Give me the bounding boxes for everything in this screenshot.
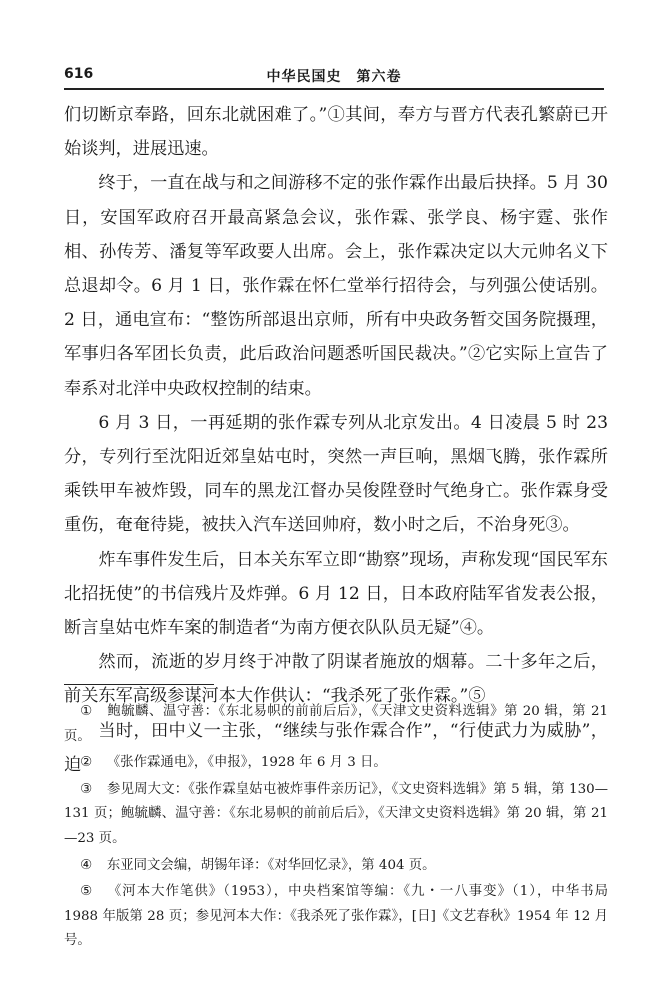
footnote-mark: ② — [80, 755, 93, 771]
footnote-text: 东亚同文会编，胡锡年译：《对华回忆录》，第 404 页。 — [106, 857, 436, 873]
footnote-mark: ⑤ — [80, 884, 93, 900]
footnote-2 — [64, 751, 608, 776]
running-title: 中华民国史 第六卷 — [266, 69, 402, 85]
footnote-text: 参见周大文：《张作霖皇姑屯被炸事件亲历记》，《文史资料选辑》第 5 辑，第 130—131 页；鲍毓麟、温守善：《东北易帜的前前后后》，《天津文史资料选辑》第 20 辑，第 21—23 页。 — [64, 781, 608, 846]
footnote-mark: ③ — [80, 781, 93, 797]
footnote-1 — [64, 700, 608, 749]
footnote-text: 《张作霖通电》，《申报》，1928 年 6 月 3 日。 — [106, 755, 387, 771]
footnote-text: 鲍毓麟、温守善：《东北易帜的前前后后》，《天津文史资料选辑》第 20 辑，第 21 页。 — [64, 704, 608, 744]
body-text — [64, 98, 608, 782]
page-number: 616 — [64, 66, 94, 82]
paragraph-4: 炸车事件发生后，日本关东军立即“勘察”现场，声称发现“国民军东北招抚使”的书信残片及炸弹。6 月 12 日，日本政府陆军省发表公报，断言皇姑屯炸车案的制造者“为南方便衣队队员无疑”④。 — [64, 549, 608, 639]
footnote-5 — [64, 880, 608, 954]
paragraph-6: 当时，田中义一主张，“继续与张作霖合作”，“行使武力为威胁”，迫 — [64, 720, 608, 775]
paragraph-1: 们切断京奉路，回东北就困难了。”①其间，奉方与晋方代表孔繁蔚已开始谈判，进展迅速。 — [64, 105, 608, 160]
footnotes — [64, 700, 608, 956]
footnote-text: 《河本大作笔供》（1953），中央档案馆等编：《九・一八事变》（1），中华书局 1988 年版第 28 页；参见河本大作：《我杀死了张作霖》，[日]《文艺春秋》1954 年 12 月号。 — [64, 884, 608, 949]
footnote-divider — [64, 684, 214, 685]
page-header — [64, 62, 604, 88]
footnote-mark: ① — [80, 704, 93, 719]
header-rule — [64, 88, 604, 90]
footnote-4 — [64, 854, 608, 879]
paragraph-3: 6 月 3 日，一再延期的张作霖专列从北京发出。4 日凌晨 5 时 23 分，专列行至沈阳近郊皇姑屯时，突然一声巨响，黑烟飞腾，张作霖所乘铁甲车被炸毁，同车的黑龙江督办吴俊陞登时气绝身亡。张作霖身受重伤，奄奄待毙，被扶入汽车送回帅府，数小时之后，不治身死③。 — [64, 412, 608, 536]
paragraph-2: 终于，一直在战与和之间游移不定的张作霖作出最后抉择。5 月 30 日，安国军政府召开最高紧急会议，张作霖、张学良、杨宇霆、张作相、孙传芳、潘复等军政要人出席。会上，张作霖决定以大元帅名义下总退却令。6 月 1 日，张作霖在怀仁堂举行招待会，与列强公使话别。2 日，通电宣布：“整饬所部退出京师，所有中央政务暂交国务院摄理，军事归各军团长负责，此后政治问题悉听国民裁决。”②它实际上宣告了奉系对北洋中央政权控制的结束。 — [64, 173, 608, 399]
footnote-mark: ④ — [80, 857, 93, 873]
paragraph-5: 然而，流逝的岁月终于冲散了阴谋者施放的烟幕。二十多年之后，前关东军高级参谋河本大作供认：“我杀死了张作霖。”⑤ — [64, 652, 608, 707]
footnote-3 — [64, 778, 608, 852]
